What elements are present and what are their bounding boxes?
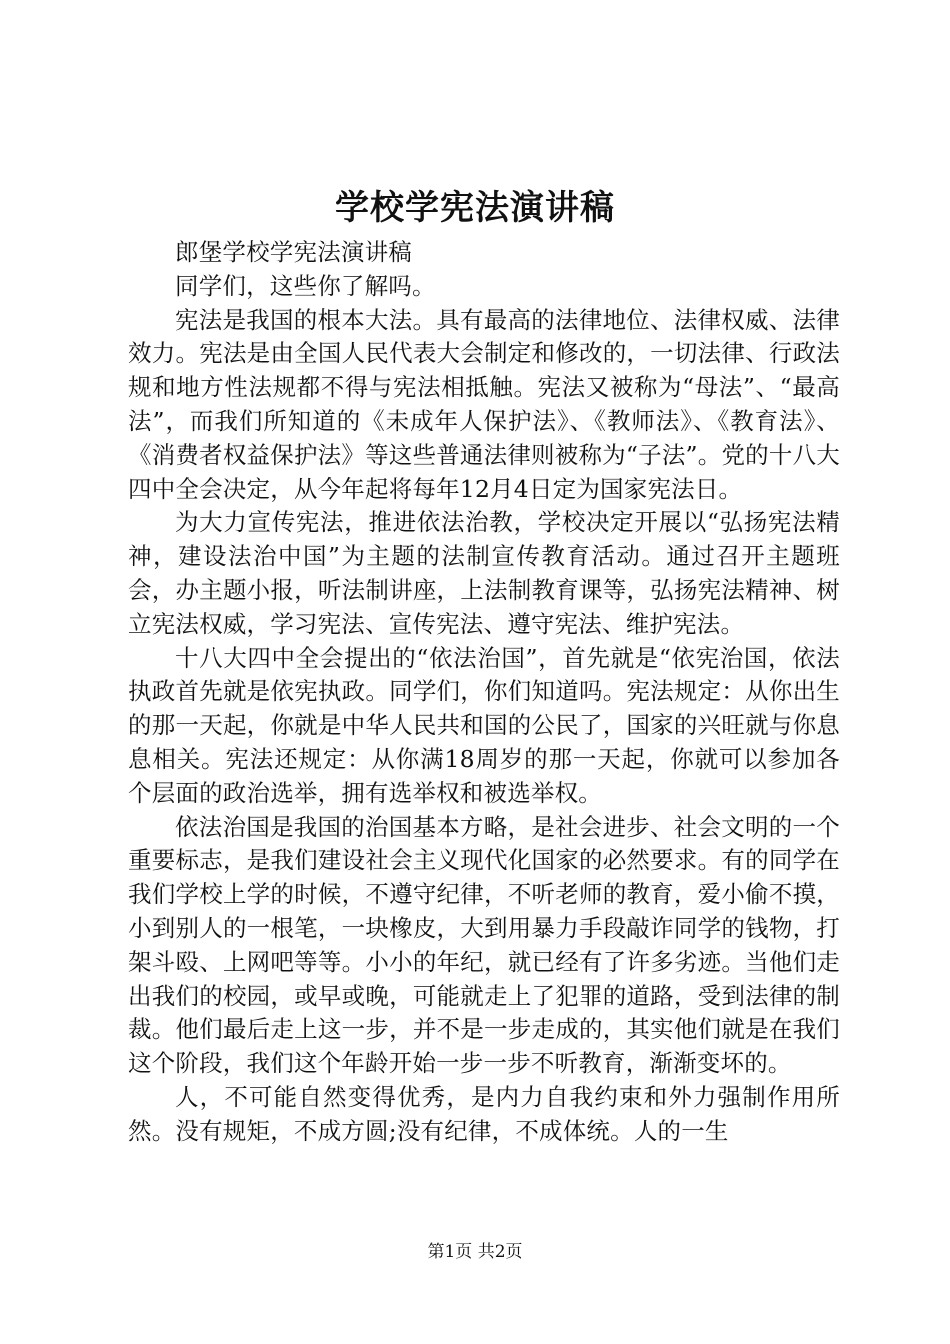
document-title: 学校学宪法演讲稿: [335, 188, 615, 228]
paragraph-subtitle: 郎堡学校学宪法演讲稿: [175, 238, 412, 266]
paragraph-school-activity: 为大力宣传宪法，推进依法治教，学校决定开展以“弘扬宪法精神，建设法治中国”为主题的法制宣传教育活动。通过召开主题班会，办主题小报，听法制讲座，上法制教育课等，弘扬宪法精神、树立宪法权威，学习宪法、宣传宪法、遵守宪法、维护宪法。: [128, 508, 840, 638]
paragraph-greeting: 同学们，这些你了解吗。: [175, 271, 436, 300]
document-body: [128, 236, 840, 1149]
paragraph-rule-by-constitution: 十八大四中全会提出的“依法治国”，首先就是“依宪治国，依法执政首先就是依宪执政。同学们，你们知道吗。宪法规定：从你出生的那一天起，你就是中华人民共和国的公民了，国家的兴旺就与你息息相关。宪法还规定：从你满18周岁的那一天起，你就可以参加各个层面的政治选举，拥有选举权和被选举权。: [128, 643, 840, 807]
paragraph-rule-of-law: 依法治国是我国的治国基本方略，是社会进步、社会文明的一个重要标志，是我们建设社会主义现代化国家的必然要求。有的同学在我们学校上学的时候，不遵守纪律，不听老师的教育，爱小偷不摸，小到别人的一根笔，一块橡皮，大到用暴力手段敲诈同学的钱物，打架斗殴、上网吧等等。小小的年纪，就已经有了许多劣迹。当他们走出我们的校园，或早或晚，可能就走上了犯罪的道路，受到法律的制裁。他们最后走上这一步，并不是一步走成的，其实他们就是在我们这个阶段，我们这个年龄开始一步一步不听教育，渐渐变坏的。: [128, 812, 840, 1078]
page-footer: 第1页 共2页: [427, 1242, 523, 1262]
paragraph-discipline: 人，不可能自然变得优秀，是内力自我约束和外力强制作用所然。没有规矩，不成方圆;没有纪律，不成体统。人的一生: [128, 1082, 840, 1145]
paragraph-constitution-intro: 宪法是我国的根本大法。具有最高的法律地位、法律权威、法律效力。宪法是由全国人民代表大会制定和修改的，一切法律、行政法规和地方性法规都不得与宪法相抵触。宪法又被称为“母法”、“最高法”，而我们所知道的《未成年人保护法》、《教师法》、《教育法》、《消费者权益保护法》等这些普通法律则被称为“子法”。党的十八大四中全会决定，从今年起将每年12月4日定为国家宪法日。: [128, 305, 840, 503]
